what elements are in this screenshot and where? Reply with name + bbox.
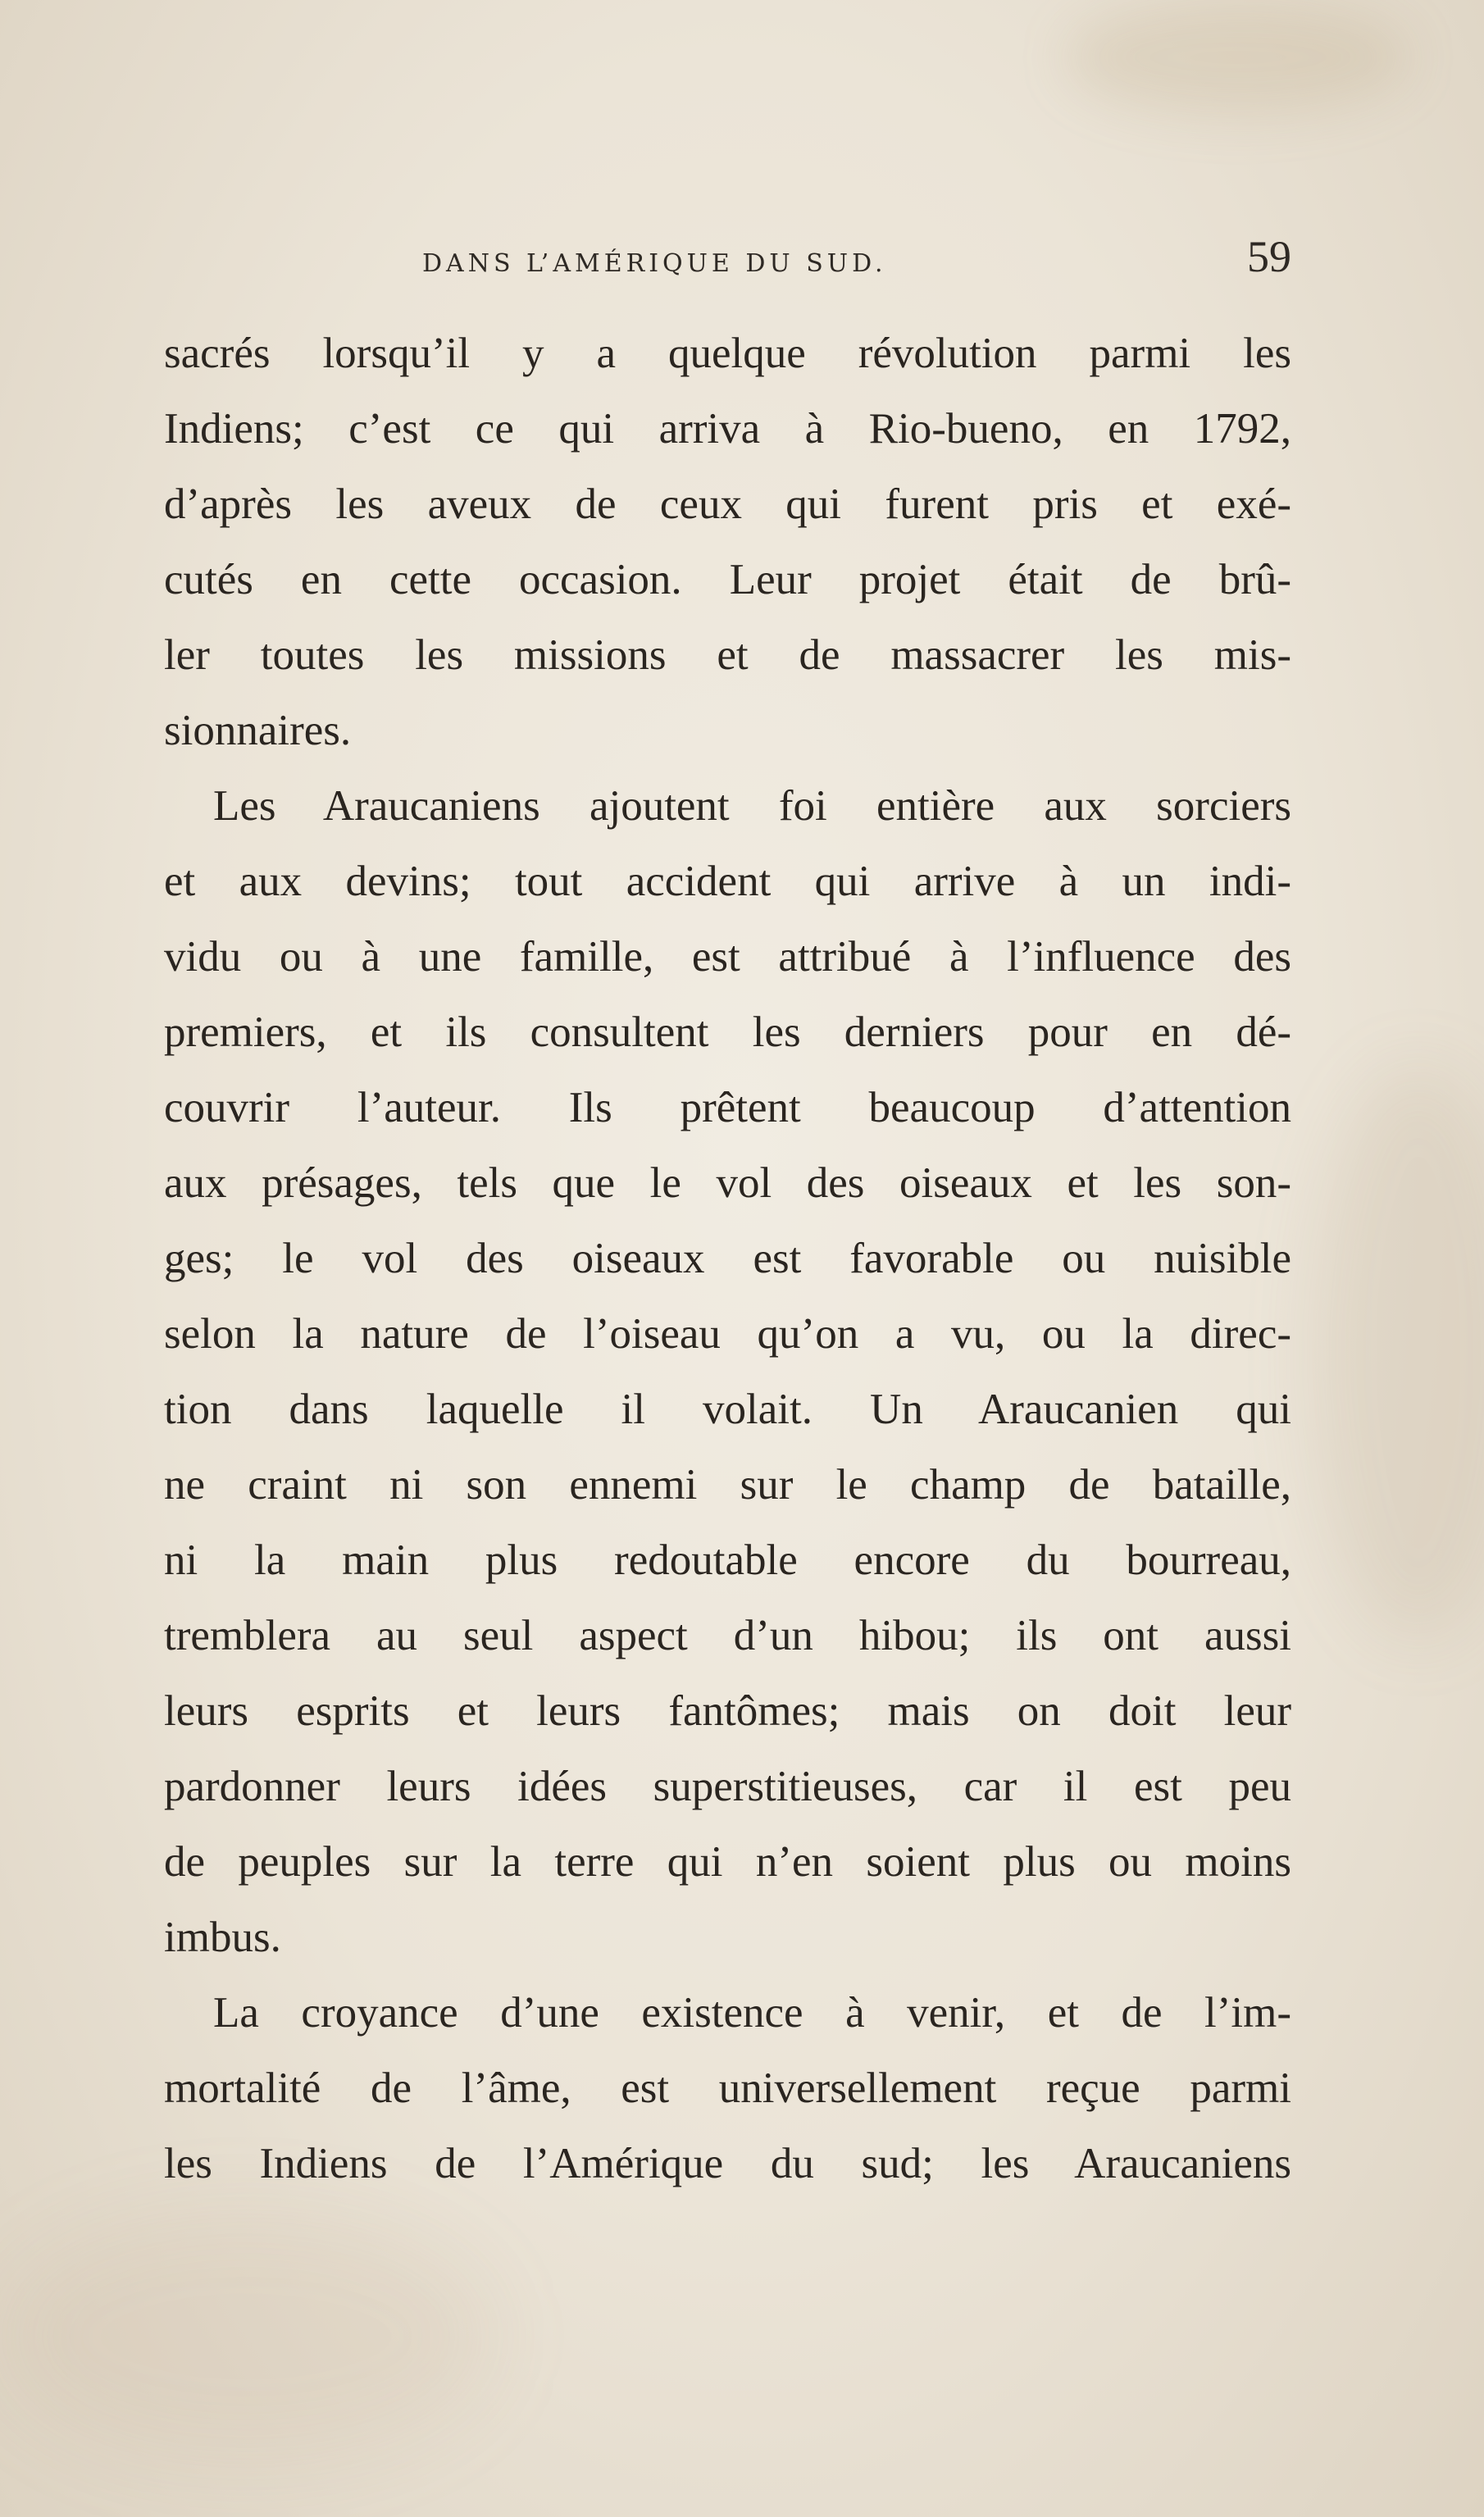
text-line: Indiens; c’est ce qui arriva à Rio-bueno, en 1792,	[164, 405, 1291, 453]
text-line: Les Araucaniens ajoutent foi entière aux sorciers	[213, 782, 1291, 830]
text-line: pardonner leurs idées superstitieuses, car il est peu	[164, 1763, 1291, 1810]
text-line: tion dans laquelle il volait. Un Araucanien qui	[164, 1386, 1291, 1433]
text-line: sionnaires.	[164, 707, 352, 754]
running-head: DANS L’AMÉRIQUE DU SUD.	[422, 249, 887, 278]
text-line: d’après les aveux de ceux qui furent pris et exé-	[164, 480, 1291, 528]
paper-stain	[1312, 1066, 1484, 1640]
text-line: de peuples sur la terre qui n’en soient plus ou moins	[164, 1838, 1291, 1886]
text-line: et aux devins; tout accident qui arrive à un indi-	[164, 858, 1291, 905]
text-line: La croyance d’une existence à venir, et de l’im-	[213, 1989, 1291, 2037]
text-line: cutés en cette occasion. Leur projet était de brû-	[164, 556, 1291, 603]
text-line: vidu ou à une famille, est attribué à l’influence des	[164, 933, 1291, 981]
paragraph	[164, 316, 1291, 768]
paragraph	[164, 1975, 1291, 2201]
text-line: aux présages, tels que le vol des oiseaux et les son-	[164, 1159, 1291, 1207]
text-line: mortalité de l’âme, est universellement reçue parmi	[164, 2064, 1291, 2112]
paper-stain	[1066, 0, 1410, 115]
text-line: ne craint ni son ennemi sur le champ de bataille,	[164, 1461, 1291, 1509]
text-line: selon la nature de l’oiseau qu’on a vu, ou la direc-	[164, 1310, 1291, 1358]
page-number: 59	[1247, 232, 1291, 281]
text-line: ler toutes les missions et de massacrer les mis-	[164, 631, 1291, 679]
text-line: ni la main plus redoutable encore du bourreau,	[164, 1536, 1291, 1584]
body-text	[164, 316, 1291, 2201]
text-line: tremblera au seul aspect d’un hibou; ils ont aussi	[164, 1612, 1291, 1659]
text-line: sacrés lorsqu’il y a quelque révolution parmi les	[164, 330, 1291, 377]
page-header	[164, 231, 1291, 297]
paragraph	[164, 768, 1291, 1975]
paper-stain	[0, 2214, 492, 2460]
text-line: leurs esprits et leurs fantômes; mais on doit leur	[164, 1687, 1291, 1735]
text-line: les Indiens de l’Amérique du sud; les Araucaniens	[164, 2140, 1291, 2187]
text-line: couvrir l’auteur. Ils prêtent beaucoup d’attention	[164, 1084, 1291, 1131]
text-line: imbus.	[164, 1914, 281, 1961]
text-line: premiers, et ils consultent les derniers pour en dé-	[164, 1008, 1291, 1056]
text-line: ges; le vol des oiseaux est favorable ou nuisible	[164, 1235, 1291, 1282]
